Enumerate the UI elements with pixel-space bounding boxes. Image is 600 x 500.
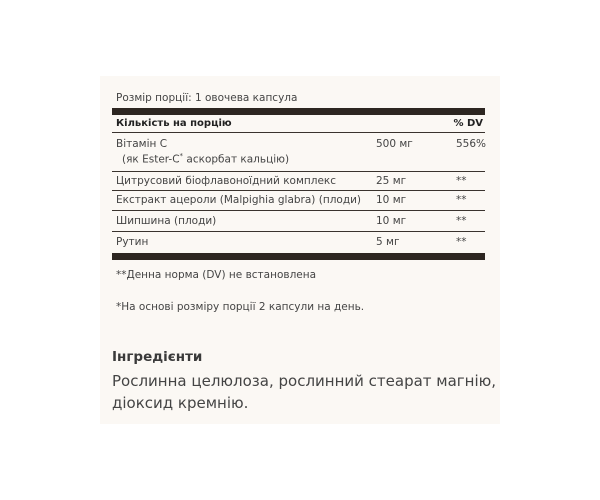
supplement-facts-panel [100,76,500,424]
row-divider [112,231,485,232]
nutrient-name: Вітамін С [116,138,168,150]
facts-row-vitamin-c [116,138,485,168]
nutrient-name: Рутин [116,236,149,248]
nutrient-name: Екстракт ацероли (Malpighia glabra) (плоди) [116,194,362,206]
bottom-divider-bar [112,253,485,260]
nutrient-amount: 10 мг [376,194,407,206]
serving-basis-footnote: *На основі розміру порції 2 капсули на день. [116,301,365,313]
nutrient-dv: ** [456,194,467,206]
facts-header [116,118,485,130]
asterisk-mark: * [179,152,184,160]
daily-value-label: % DV [453,118,483,129]
nutrient-name: Цитрусовий біофлавоноїдний комплекс [116,175,337,187]
facts-row-rose-hips [116,215,485,229]
ingredients-heading: Інгредієнти [112,349,203,365]
facts-row-rutin [116,236,485,250]
nutrient-amount: 25 мг [376,175,407,187]
header-divider [112,132,485,133]
serving-size: Розмір порції: 1 овочева капсула [116,92,298,104]
nutrient-subtext: (як Ester-C* аскорбат кальцію) [122,152,290,166]
amount-per-serving-label: Кількість на порцію [116,118,232,129]
nutrient-dv: ** [456,215,467,227]
nutrient-dv: ** [456,175,467,187]
top-divider-bar [112,108,485,115]
row-divider [112,190,485,191]
facts-row-citrus-bioflavonoid [116,175,485,189]
facts-row-acerola-extract [116,194,485,208]
nutrient-amount: 500 мг [376,138,413,150]
daily-value-footnote: **Денна норма (DV) не встановлена [116,269,317,281]
nutrient-dv: ** [456,236,467,248]
ingredients-text: Рослинна целюлоза, рослинний стеарат магнію, діоксид кремнію. [112,372,497,412]
nutrient-amount: 10 мг [376,215,407,227]
nutrient-name: Шипшина (плоди) [116,215,217,227]
nutrient-dv: 556% [456,138,487,150]
nutrient-amount: 5 мг [376,236,400,248]
row-divider [112,171,485,172]
row-divider [112,210,485,211]
